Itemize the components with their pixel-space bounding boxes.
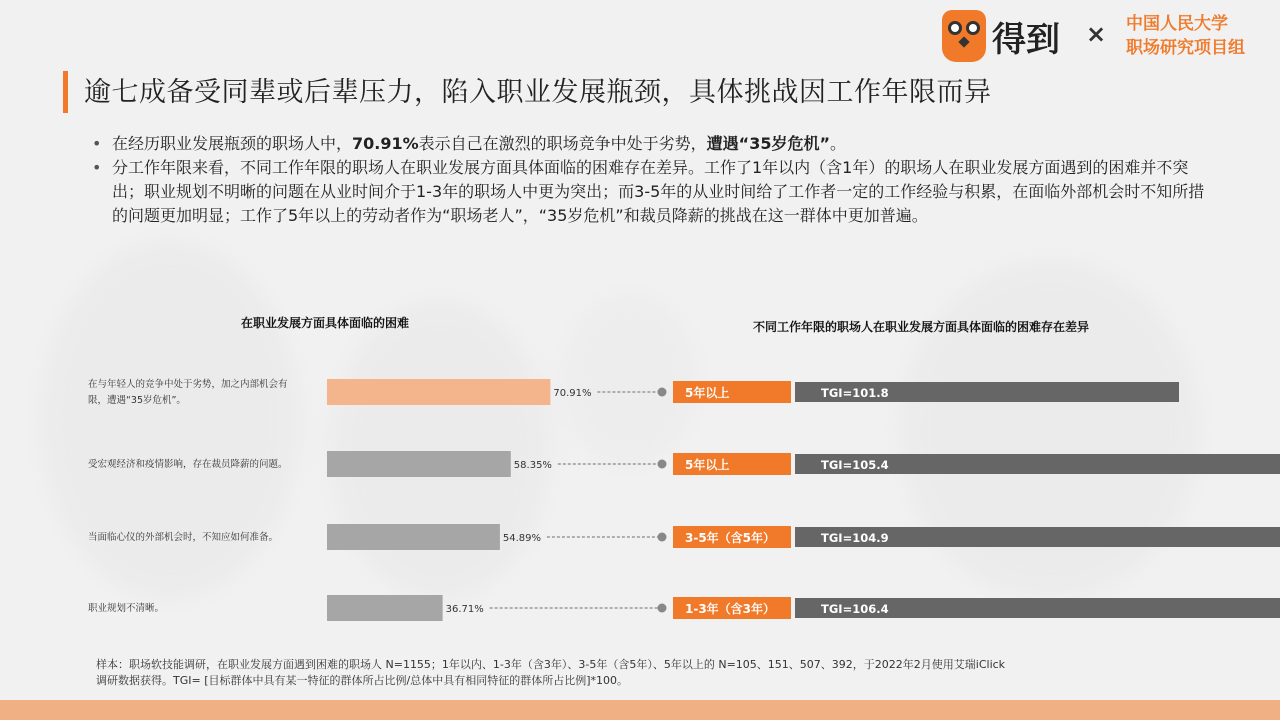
highlight-crisis: 遭遇“35岁危机” (706, 134, 830, 153)
bar (327, 595, 443, 621)
category-label: 当面临心仪的外部机会时，不知应如何准备。 (88, 532, 279, 543)
value-label: 58.35% (513, 460, 552, 471)
tgi-label: TGI=105.4 (821, 458, 889, 472)
bar (327, 379, 550, 405)
bottom-strip (0, 700, 1280, 720)
connector-dot (658, 460, 667, 469)
highlight-percent: 70.91% (352, 134, 419, 153)
group-label: 5年以上 (685, 458, 730, 472)
source-line-1: 样本：职场软技能调研，在职业发展方面遇到困难的职场人 N=1155；1年以内、1-3年（含3年）、3-5年（含5年）、5年以上的 N=105、151、507、392，于2022年2月使用艾瑞iClick (96, 658, 1006, 671)
value-label: 54.89% (502, 533, 542, 544)
value-label: 36.71% (445, 604, 484, 615)
bar (327, 451, 511, 477)
category-label: 限，遭遇“35岁危机”。 (88, 395, 186, 406)
bullet-2: • 分工作年限来看，不同工作年限的职场人在职业发展方面具体面临的困难存在差异。工作了1年以内（含1年）的职场人在职业发展方面遇到的困难并不突出；职业规划不明晰的问题在从业时间介于1-3年的职场人中更为突出；而3-5年的从业时间给了工作者一定的工作经验与积累，在面临外部机会时不知所措的问题更加明显；工作了5年以上的劳动者作为“职场老人”，“35岁危机”和裁员降薪的挑战在这一群体中更加普遍。 (88, 156, 1218, 228)
category-label: 在与年轻人的竞争中处于劣势，加之内部机会有 (88, 379, 288, 390)
category-label: 受宏观经济和疫情影响，存在裁员降薪的问题。 (88, 459, 288, 470)
bar (327, 524, 500, 550)
connector-dot (658, 604, 667, 613)
brand-logo-text: 得到 (992, 20, 1060, 60)
source-line-2: 调研数据获得。TGI= [目标群体中具有某一特征的群体所占比例/总体中具有相同特征的群体所占比例]*100。 (96, 674, 628, 687)
group-label: 3-5年（含5年） (685, 531, 776, 545)
tgi-label: TGI=106.4 (821, 602, 889, 616)
connector-dot (658, 533, 667, 542)
category-label: 职业规划不清晰。 (88, 603, 165, 614)
partner-line-1: 中国人民大学 (1126, 14, 1228, 34)
right-chart-title: 不同工作年限的职场人在职业发展方面具体面临的困难存在差异 (753, 320, 1090, 334)
left-chart-title: 在职业发展方面具体面临的困难 (241, 316, 410, 330)
connector-dot (658, 388, 667, 397)
group-label: 1-3年（含3年） (685, 602, 776, 616)
partner-line-2: 职场研究项目组 (1126, 38, 1245, 58)
value-label: 70.91% (553, 388, 592, 399)
bullet-1: • 在经历职业发展瓶颈的职场人中，70.91%表示自己在激烈的职场竞争中处于劣势，遭遇“35岁危机”。 (88, 132, 1218, 156)
tgi-label: TGI=104.9 (821, 531, 889, 545)
times-sign: × (1086, 20, 1107, 48)
source-note (96, 657, 1196, 689)
tgi-label: TGI=101.8 (821, 386, 889, 400)
page-title: 逾七成备受同辈或后辈压力，陷入职业发展瓶颈，具体挑战因工作年限而异 (84, 77, 992, 108)
group-label: 5年以上 (685, 386, 730, 400)
